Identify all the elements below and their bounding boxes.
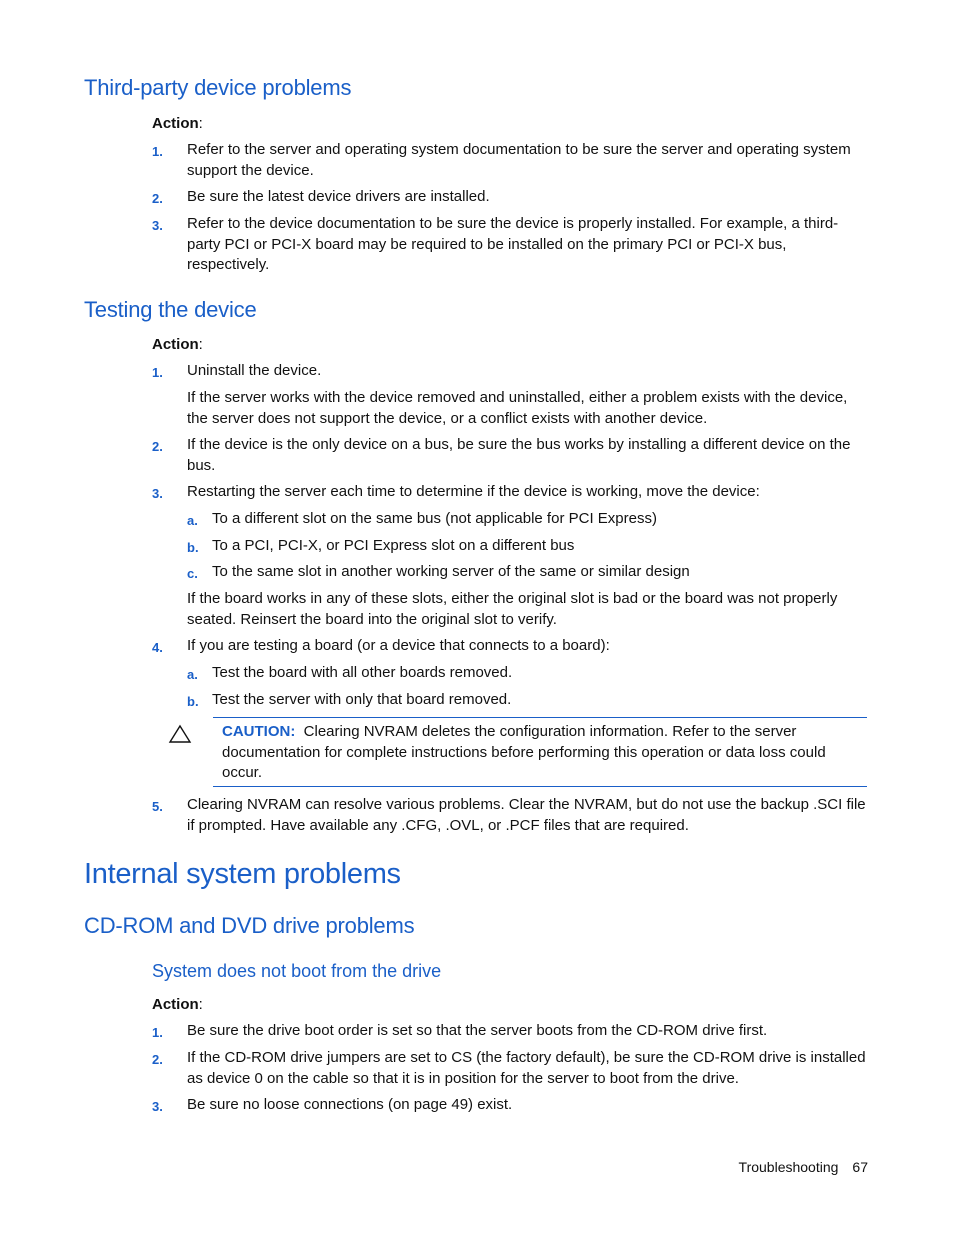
step-text: Restarting the server each time to determine if the device is working, move the device: [187, 483, 760, 500]
substep-letter: b. [187, 540, 199, 555]
step-number: 1. [152, 144, 163, 159]
substep-letter: a. [187, 667, 198, 682]
step-text: If the CD-ROM drive jumpers are set to CS (the factory default), be sure the CD-ROM drive is installed as device 0 on the cable so that it is in position for the server to boot from the drive. [187, 1049, 866, 1087]
step-number: 4. [152, 640, 163, 655]
caution-text: Clearing NVRAM deletes the configuration information. Refer to the server documentation for complete instructions before performing this operation or data loss could occur. [222, 723, 826, 781]
substep-text: To the same slot in another working server of the same or similar design [212, 563, 690, 580]
step-text: Uninstall the device. [187, 362, 322, 379]
step-number: 5. [152, 799, 163, 814]
substep-letter: c. [187, 566, 198, 581]
page-number: 67 [852, 1159, 868, 1175]
step-text: If the device is the only device on a bus, be sure the bus works by installing a different device on the bus. [187, 436, 851, 474]
substep-letter: a. [187, 513, 198, 528]
heading-cdrom-dvd-drive-problems: CD-ROM and DVD drive problems [84, 913, 415, 938]
step-number: 1. [152, 365, 163, 380]
action-label: Action: [152, 336, 203, 353]
heading-testing-the-device: Testing the device [84, 297, 257, 322]
step-number: 2. [152, 1052, 163, 1067]
subheading-system-does-not-boot: System does not boot from the drive [152, 961, 442, 981]
step-number: 2. [152, 191, 163, 206]
step-text: Clearing NVRAM can resolve various problems. Clear the NVRAM, but do not use the backup .SCI file if prompted. Have available any .CFG, .OVL, or .PCF files that are required. [187, 796, 866, 834]
step-text: Refer to the device documentation to be sure the device is properly installed. For example, a third-party PCI or PCI-X board may be required to be installed on the primary PCI or PCI-X bus, respectively. [187, 215, 839, 273]
step-note: If the server works with the device removed and uninstalled, either a problem exists with the device, the server does not support the device, or a conflict exists with another device. [187, 389, 848, 427]
step-number: 2. [152, 439, 163, 454]
step-number: 3. [152, 486, 163, 501]
step-text: Be sure no loose connections (on page 49) exist. [187, 1096, 513, 1113]
heading-internal-system-problems: Internal system problems [84, 858, 401, 890]
substep-text: To a PCI, PCI-X, or PCI Express slot on a different bus [212, 537, 575, 554]
action-label: Action: [152, 996, 203, 1013]
warning-triangle-icon [168, 724, 192, 744]
step-text: Be sure the latest device drivers are installed. [187, 188, 490, 205]
step-number: 3. [152, 1099, 163, 1114]
action-label-text: Action [152, 996, 199, 1013]
substep-text: Test the board with all other boards removed. [212, 664, 513, 681]
heading-third-party-device-problems: Third-party device problems [84, 75, 352, 100]
action-label-text: Action [152, 115, 199, 132]
substep-text: Test the server with only that board removed. [212, 691, 512, 708]
caution-box [213, 717, 867, 787]
substep-letter: b. [187, 694, 199, 709]
step-text: Be sure the drive boot order is set so that the server boots from the CD-ROM drive first. [187, 1022, 768, 1039]
action-label-text: Action [152, 336, 199, 353]
step-text: Refer to the server and operating system documentation to be sure the server and operating system support the device. [187, 141, 851, 179]
footer-section: Troubleshooting [738, 1159, 839, 1175]
caution-label: CAUTION: [222, 723, 296, 740]
step-number: 1. [152, 1025, 163, 1040]
page-footer [739, 1159, 868, 1175]
step-number: 3. [152, 218, 163, 233]
caution-text-block [222, 722, 862, 784]
step-note: If the board works in any of these slots, either the original slot is bad or the board was not properly seated. Reinsert the board into the original slot to verify. [187, 590, 838, 628]
step-text: If you are testing a board (or a device that connects to a board): [187, 637, 610, 654]
action-label: Action: [152, 115, 203, 132]
substep-text: To a different slot on the same bus (not applicable for PCI Express) [212, 510, 657, 527]
